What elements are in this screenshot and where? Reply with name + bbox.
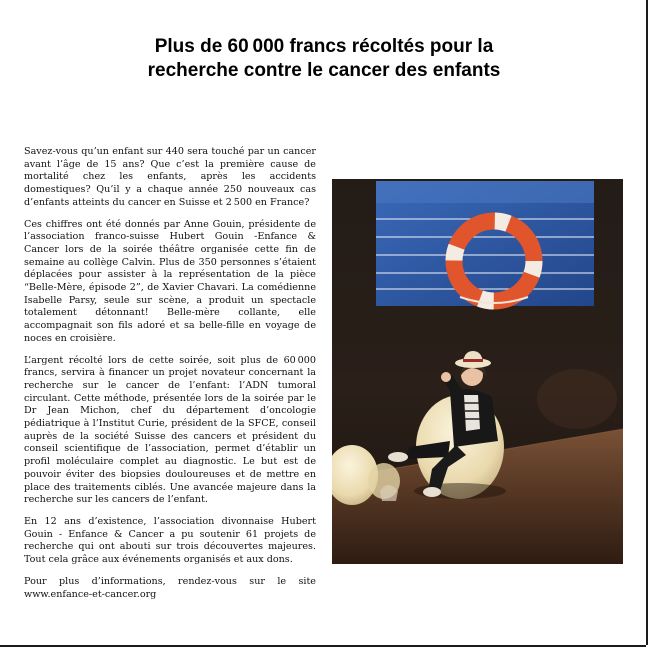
page-edge-right [646,0,648,645]
stage-photo-illustration [332,179,623,564]
article-body [24,146,316,610]
headline-line-2: recherche contre le cancer des enfants [147,60,501,81]
article-paragraph-4: En 12 ans d’existence, l’association divonnaise Hubert Gouin - Enfance & Cancer a pu soutenir 61 projets de recherche qui ont abouti sur trois découvertes majeures. Tout cela grâce aux événements organisés et aux dons. [24,515,316,566]
article-paragraph-1: Savez-vous qu’un enfant sur 440 sera touché par un cancer avant l’âge de 15 ans? Que c’est la première cause de mortalité chez les enfants, après les accidents domestiques? Qu’il y a chaque année 250 nouveaux cas d’enfants atteints du cancer en Suisse et 2 500 en France? [24,146,316,208]
article-headline [60,35,588,83]
article-paragraph-3: L’argent récolté lors de cette soirée, soit plus de 60 000 francs, servira à financer un projet novateur concernant la recherche sur le cancer de l’enfant: l’ADN tumoral circulant. Cette méthode, présentée lors de la soirée par le Dr Jean Michon, chef du département d’oncologie pédiatrique à l’Institut Curie, président de la SFCE, conseil auprès de la société Suisse des cancers et président du conseil scientifique de l’association, permet d’établir un profil moléculaire complet au diagnostic. Le but est de pouvoir éviter des biopsies douloureuses et de mettre en place des traitements ciblés. Une avancée majeure dans la recherche sur les cancers de l’enfant. [24,354,316,506]
stage-photo [332,179,623,564]
article-paragraph-2: Ces chiffres ont été donnés par Anne Gouin, présidente de l’association franco-suisse Hubert Gouin -Enfance & Cancer lors de la soirée théâtre organisée cette fin de semaine au collège Calvin. Plus de 350 personnes s’étaient déplacées pour assister à la représentation de la pièce “Belle-Mère, épisode 2”, de Xavier Chavari. La comédienne Isabelle Parsy, seule sur scène, a produit un spectacle totalement détonnant! Belle-mère collante, elle accompagnait son fils adoré et sa belle-fille en voyage de noces en croisière. [24,218,316,344]
headline-line-1: Plus de 60 000 francs récoltés pour la [154,36,494,57]
projection-screen [376,181,594,306]
article-paragraph-5: Pour plus d’informations, rendez-vous sur le site www.enfance-et-cancer.org [24,575,316,600]
page-edge-bottom [0,645,646,647]
